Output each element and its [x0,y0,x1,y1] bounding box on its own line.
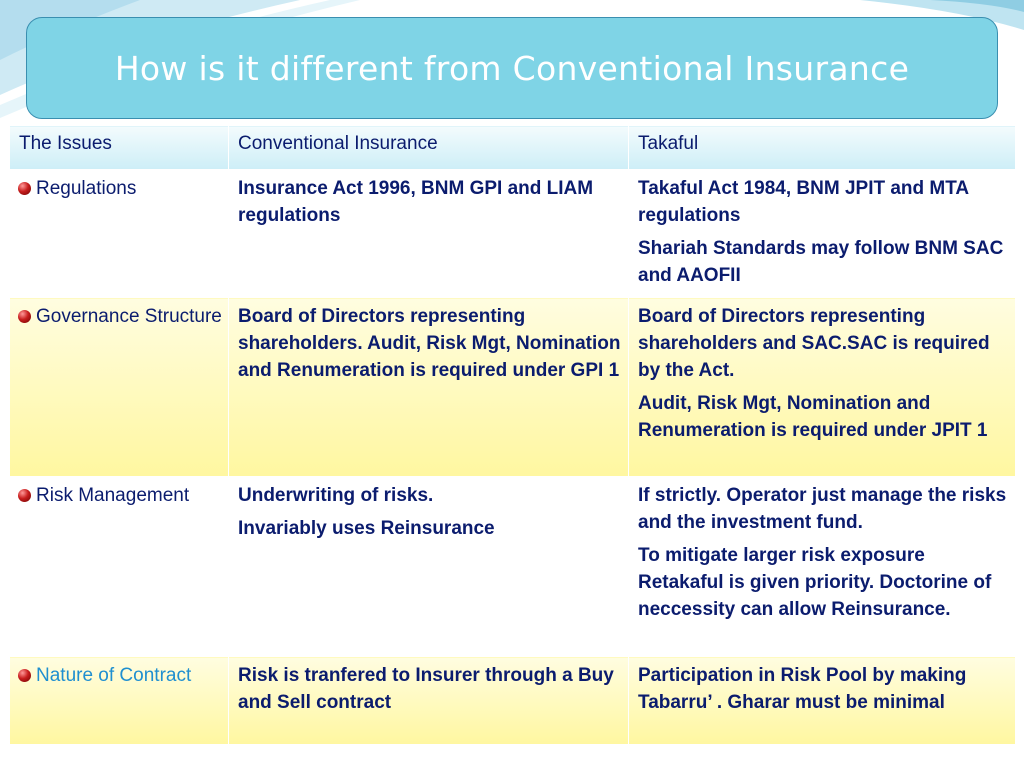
cell-text: If strictly. Operator just manage the risks and the investment fund. [638,485,1007,533]
takaful-cell [629,170,1016,298]
issue-label: Risk Management [36,485,190,506]
cell-text: Board of Directors representing shareholders and SAC.SAC is required by the Act. [638,306,990,381]
cell-text: Shariah Standards may follow BNM SAC and AAOFII [638,238,1004,286]
takaful-cell [629,298,1016,477]
issue-cell [10,170,229,298]
cell-text: Risk is tranfered to Insurer through a Buy and Sell contract [238,665,614,713]
cell-text: Invariably uses Reinsurance [238,518,495,539]
comparison-table [9,125,1016,745]
cell-text: Audit, Risk Mgt, Nomination and Renumeration is required under JPIT 1 [638,393,988,441]
title-banner [26,17,998,119]
table-row [10,170,1016,298]
bullet-icon [18,489,31,502]
cell-text: Board of Directors representing shareholders. Audit, Risk Mgt, Nomination and Renumeration is required under GPI 1 [238,306,621,381]
issue-cell [10,298,229,477]
header-conventional-insurance: Conventional Insurance [229,126,629,170]
takaful-cell [629,657,1016,745]
cell-text: Participation in Risk Pool by making Tabarru’ . Gharar must be minimal [638,665,967,713]
table-row [10,657,1016,745]
issue-label: Nature of Contract [36,665,192,686]
conventional-cell [229,298,629,477]
bullet-icon [18,669,31,682]
table-row [10,298,1016,477]
bullet-icon [18,310,31,323]
header-the-issues: The Issues [10,126,229,170]
takaful-cell [629,477,1016,657]
conventional-cell [229,170,629,298]
issue-label: Regulations [36,178,137,199]
issue-label: Governance Structure [36,306,222,327]
cell-text: To mitigate larger risk exposure Retakaful is given priority. Doctorine of neccessity can allow Reinsurance. [638,545,992,620]
conventional-cell [229,477,629,657]
slide-title: How is it different from Conventional Insurance [114,48,910,88]
conventional-cell [229,657,629,745]
bullet-icon [18,182,31,195]
table-row [10,477,1016,657]
cell-text: Underwriting of risks. [238,485,434,506]
issue-cell [10,657,229,745]
cell-text: Takaful Act 1984, BNM JPIT and MTA regulations [638,178,969,226]
issue-cell [10,477,229,657]
cell-text: Insurance Act 1996, BNM GPI and LIAM regulations [238,178,594,226]
header-takaful: Takaful [629,126,1016,170]
